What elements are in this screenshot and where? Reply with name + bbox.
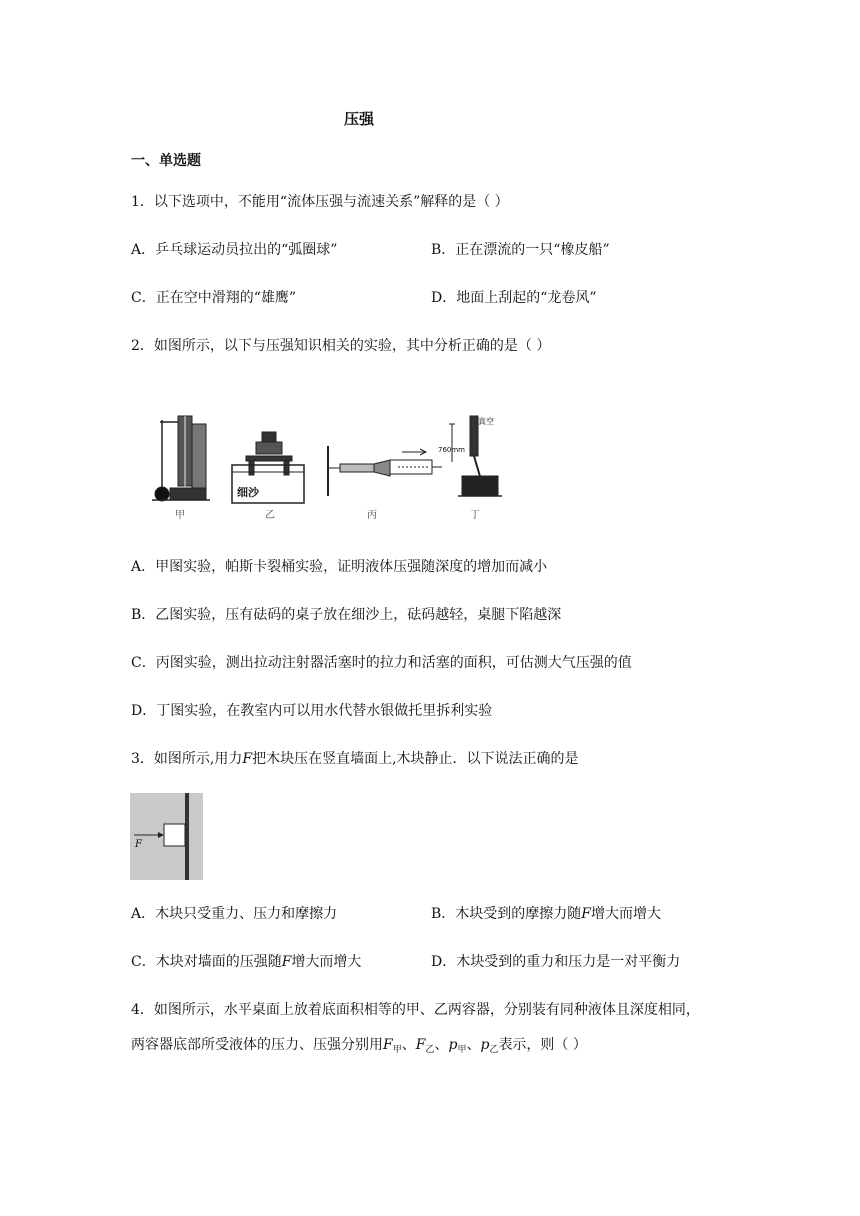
option-d: D．地面上刮起的“龙卷风” [431,290,597,306]
section-heading: 一、单选题 [131,153,201,169]
question-stem: 1．以下选项中，不能用“流体压强与流速关系”解释的是（ ） [131,194,509,210]
fig-label-bing: 丙 [367,510,377,521]
fig-label-yi: 乙 [265,510,275,521]
option-d: D．木块受到的重力和压力是一对平衡力 [431,954,681,970]
option-c: C．正在空中滑翔的“雄鹰” [131,290,297,306]
option-a: A．甲图实验，帕斯卡裂桶实验，证明液体压强随深度的增加而减小 [131,559,548,575]
option-c: C．丙图实验，测出拉动注射器活塞时的拉力和活塞的面积，可估测大气压强的值 [131,655,632,671]
question-stem: 2．如图所示，以下与压强知识相关的实验，其中分析正确的是（ ） [131,338,551,354]
fig-label-jia: 甲 [175,510,185,521]
pascal-barrel-drawing [152,416,210,501]
option-a: A．乒乓球运动员拉出的“弧圈球” [131,242,338,258]
fig-label-760mm: 760mm [438,446,465,454]
fig-label-vacuum: 真空 [478,417,494,426]
option-c: C．木块对墙面的压强随F增大而增大 [131,954,362,970]
option-b: B．乙图实验，压有砝码的桌子放在细沙上，砝码越轻，桌腿下陷越深 [131,607,562,623]
option-d: D．丁图实验，在教室内可以用水代替水银做托里拆利实验 [131,703,493,719]
experiment-figure [150,410,510,522]
syringe-drawing [328,446,442,496]
question-stem-line-1: 4．如图所示，水平桌面上放着底面积相等的甲、乙两容器，分别装有同种液体且深度相同， [131,1002,700,1018]
torricelli-drawing [449,416,502,496]
option-b: B．正在漂流的一只“橡皮船” [431,242,610,258]
option-a: A．木块只受重力、压力和摩擦力 [131,906,338,922]
fig-label-sand: 细沙 [237,486,259,499]
force-label: F [135,839,142,850]
page-title: 压强 [344,110,375,128]
question-stem: 3．如图所示,用力F把木块压在竖直墙面上,木块静止．以下说法正确的是 [131,751,579,767]
fig-label-ding: 丁 [470,510,480,521]
question-stem-line-2: 两容器底部所受液体的压力、压强分别用$F_甲$、$F_乙$、$p_甲$、$p_乙$表示，则（ ） [131,1037,587,1055]
block-wall-figure [130,793,203,880]
option-b: B．木块受到的摩擦力随F增大而增大 [431,906,662,922]
